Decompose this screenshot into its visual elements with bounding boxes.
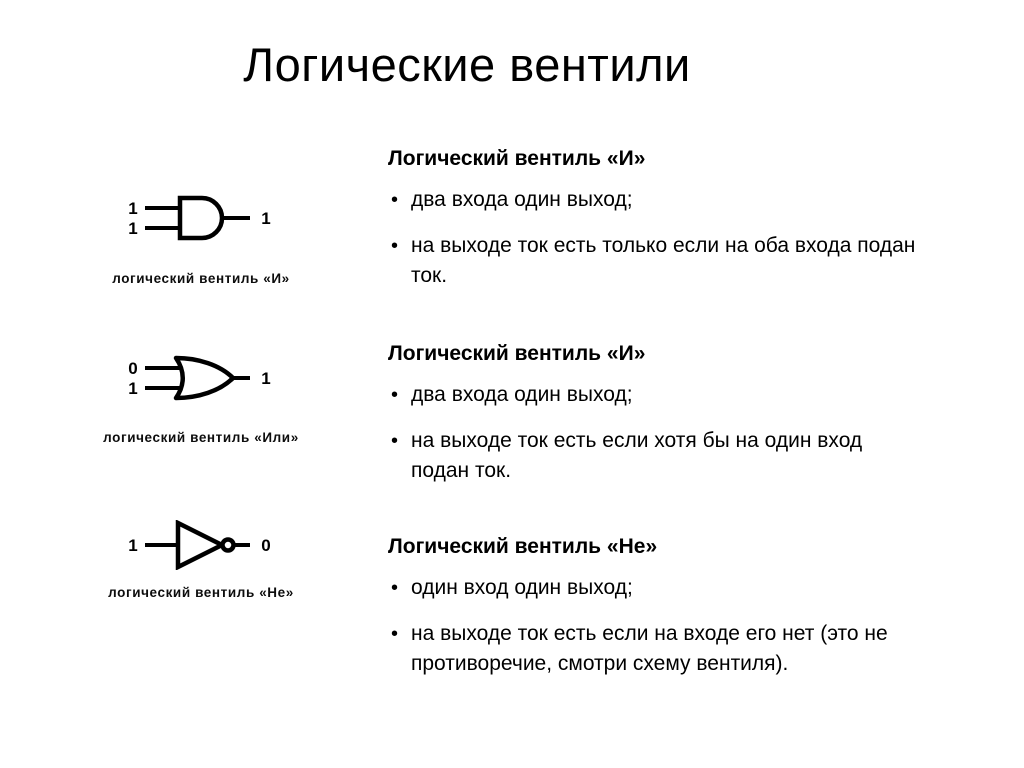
section-and-text — [388, 146, 916, 307]
not-output-label: 0 — [261, 536, 271, 555]
not-input-label: 1 — [128, 536, 138, 555]
and-input-label-top: 1 — [128, 199, 138, 218]
bullet-item: • один вход один выход; — [388, 573, 916, 603]
and-gate-diagram — [120, 193, 290, 243]
bullet-item: • два входа один выход; — [388, 185, 916, 215]
page-title: Логические вентили — [243, 38, 691, 91]
bullet-item: • на выходе ток есть только если на оба входа подан ток. — [388, 231, 916, 291]
inverter-bubble-icon — [223, 540, 234, 551]
bullet-item: • на выходе ток есть если хотя бы на один вход подан ток. — [388, 426, 916, 486]
or-gate-icon — [176, 358, 233, 398]
section-or-text — [388, 341, 916, 502]
and-input-label-bottom: 1 — [128, 219, 138, 238]
bullet-list — [388, 573, 916, 679]
bullet-item: • два входа один выход; — [388, 380, 916, 410]
or-input-label-bottom: 1 — [128, 379, 138, 398]
not-gate-caption: логический вентиль «Не» — [108, 585, 294, 600]
bullet-list — [388, 380, 916, 486]
and-gate-icon — [180, 198, 222, 238]
bullet-list — [388, 185, 916, 291]
or-output-label: 1 — [261, 369, 271, 388]
section-heading: Логический вентиль «Не» — [388, 535, 658, 558]
and-gate-caption: логический вентиль «И» — [112, 271, 290, 286]
section-heading: Логический вентиль «И» — [388, 342, 646, 365]
and-output-label: 1 — [261, 209, 271, 228]
bullet-item: • на выходе ток есть если на входе его нет (это не противоречие, смотри схему вентиля). — [388, 619, 916, 679]
section-not-text — [388, 534, 916, 695]
or-gate-diagram — [120, 353, 290, 403]
not-gate-icon — [178, 523, 222, 567]
or-input-label-top: 0 — [128, 359, 138, 378]
not-gate-diagram — [120, 520, 290, 570]
section-heading: Логический вентиль «И» — [388, 147, 646, 170]
or-gate-caption: логический вентиль «Или» — [103, 430, 299, 445]
